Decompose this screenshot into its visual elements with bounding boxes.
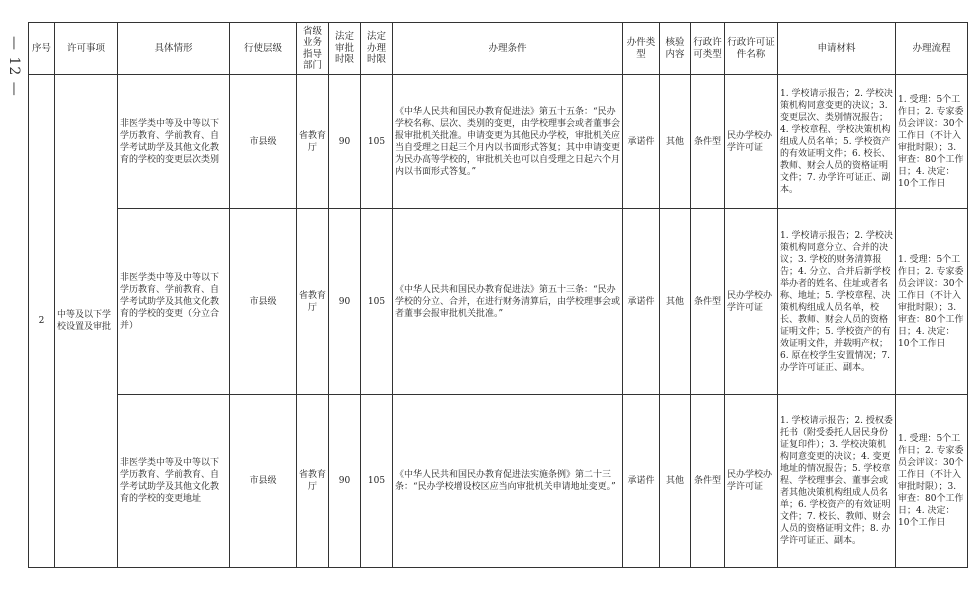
header-item: 许可事项 — [55, 23, 118, 75]
cell-conditions: 《中华人民共和国民办教育促进法实施条例》第二十三条：“民办学校增设校区应当向审批机关申请地址变更。” — [393, 395, 623, 568]
cell-item: 中等及以下学校设置及审批 — [55, 75, 118, 568]
cell-level: 市县级 — [230, 209, 297, 395]
cell-promise-limit: 105 — [361, 209, 393, 395]
header-level: 行使层级 — [230, 23, 297, 75]
cell-process: 1. 受理：5个工作日；2. 专家委员会评议：30个工作日（不计入审批时限）；3. 审查：80个工作日；4. 决定：10个工作日 — [896, 209, 968, 395]
cell-promise-limit: 105 — [361, 75, 393, 209]
cell-legal-limit: 90 — [329, 75, 361, 209]
header-type: 办件类型 — [623, 23, 660, 75]
cell-seq: 2 — [29, 75, 55, 568]
cell-type: 承诺件 — [623, 75, 660, 209]
table-row — [29, 75, 968, 209]
cell-permit-type: 条件型 — [691, 75, 725, 209]
cell-legal-limit: 90 — [329, 395, 361, 568]
cell-process: 1. 受理：5个工作日；2. 专家委员会评议：30个工作日（不计入审批时限）；3. 审查：80个工作日；4. 决定：10个工作日 — [896, 395, 968, 568]
cell-cert-name: 民办学校办学许可证 — [725, 75, 778, 209]
cell-materials: 1. 学校请示报告；2. 授权委托书（附受委托人居民身份证复印件）；3. 学校决策机构同意变更的决议；4. 变更地址的情况报告；5. 学校章程、学校理事会、董事会或者其他决策机构组成人员名单；6. 学校资产的有效证明文件；7. 校长、教师、财会人员的资格证明文件；8. 办学许可证正、副本。 — [778, 395, 896, 568]
cell-materials: 1. 学校请示报告；2. 学校决策机构同意变更的决议；3. 变更层次、类别情况报告；4. 学校章程、学校决策机构组成人员名单；5. 学校资产的有效证明文件；6. 校长、教师、财会人员的资格证明文件；7. 办学许可证正、副本。 — [778, 75, 896, 209]
cell-detail: 非医学类中等及中等以下学历教育、学前教育、自学考试助学及其他文化教育的学校的变更地址 — [118, 395, 230, 568]
header-dept: 省级业务指导部门 — [297, 23, 329, 75]
cell-legal-limit: 90 — [329, 209, 361, 395]
cell-detail: 非医学类中等及中等以下学历教育、学前教育、自学考试助学及其他文化教育的学校的变更（分立合并） — [118, 209, 230, 395]
header-seq: 序号 — [29, 23, 55, 75]
cell-detail: 非医学类中等及中等以下学历教育、学前教育、自学考试助学及其他文化教育的学校的变更层次类别 — [118, 75, 230, 209]
cell-verify: 其他 — [660, 75, 691, 209]
cell-level: 市县级 — [230, 75, 297, 209]
cell-level: 市县级 — [230, 395, 297, 568]
cell-promise-limit: 105 — [361, 395, 393, 568]
cell-cert-name: 民办学校办学许可证 — [725, 395, 778, 568]
cell-verify: 其他 — [660, 395, 691, 568]
header-promise-limit: 法定办理时限 — [361, 23, 393, 75]
header-permit-type: 行政许可类型 — [691, 23, 725, 75]
cell-dept: 省教育厅 — [297, 395, 329, 568]
table-row — [29, 395, 968, 568]
cell-conditions: 《中华人民共和国民办教育促进法》第五十三条：“民办学校的分立、合并，在进行财务清算后，由学校理事会或者董事会报审批机关批准。” — [393, 209, 623, 395]
page-number: — 12 — — [6, 35, 22, 97]
cell-type: 承诺件 — [623, 395, 660, 568]
cell-dept: 省教育厅 — [297, 209, 329, 395]
header-row — [29, 23, 968, 75]
header-process: 办理流程 — [896, 23, 968, 75]
cell-verify: 其他 — [660, 209, 691, 395]
cell-type: 承诺件 — [623, 209, 660, 395]
cell-permit-type: 条件型 — [691, 395, 725, 568]
header-materials: 申请材料 — [778, 23, 896, 75]
permit-table — [28, 22, 968, 568]
cell-process: 1. 受理：5个工作日；2. 专家委员会评议：30个工作日（不计入审批时限）；3. 审查：80个工作日；4. 决定：10个工作日 — [896, 75, 968, 209]
header-legal-limit: 法定审批时限 — [329, 23, 361, 75]
table-row — [29, 209, 968, 395]
cell-cert-name: 民办学校办学许可证 — [725, 209, 778, 395]
cell-materials: 1. 学校请示报告；2. 学校决策机构同意分立、合并的决议；3. 学校的财务清算报告；4. 分立、合并后新学校举办者的姓名、住址或者名称、地址；5. 学校章程、决策机构组成人员名单，校长、教师、财会人员的资格证明文件；5. 学校资产的有效证明文件，并载明产权；6. 原在校学生安置情况；7. 办学许可证正、副本。 — [778, 209, 896, 395]
cell-dept: 省教育厅 — [297, 75, 329, 209]
header-conditions: 办理条件 — [393, 23, 623, 75]
header-cert-name: 行政许可证件名称 — [725, 23, 778, 75]
cell-permit-type: 条件型 — [691, 209, 725, 395]
cell-conditions: 《中华人民共和国民办教育促进法》第五十五条：“民办学校名称、层次、类别的变更，由学校理事会或者董事会报审批机关批准。申请变更为其他民办学校，审批机关应当自受理之日起三个月内以书面形式答复；其中申请变更为民办高等学校的，审批机关也可以自受理之日起六个月内以书面形式答复。” — [393, 75, 623, 209]
header-verify: 核验内容 — [660, 23, 691, 75]
header-detail: 具体情形 — [118, 23, 230, 75]
